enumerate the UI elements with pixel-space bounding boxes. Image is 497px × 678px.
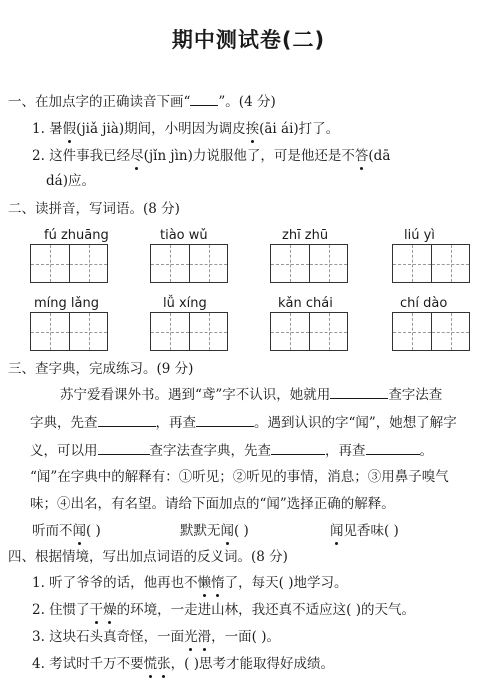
answer-paren[interactable]: ( ): [86, 523, 101, 539]
dotted-char: 答: [354, 148, 369, 164]
dotted-char: 光: [184, 629, 198, 645]
pinyin-label: kǎn chái: [278, 296, 333, 311]
writing-grid[interactable]: [270, 312, 348, 351]
dotted-char: 挨: [245, 121, 260, 137]
answer-blank[interactable]: [196, 413, 254, 427]
dotted-char: 惰: [211, 575, 225, 591]
q1-heading: 一、在加点字的正确读音下画“ ”。(4 分): [8, 94, 276, 110]
dotted-char: 尽: [130, 148, 144, 164]
dotted-char: 假: [62, 121, 77, 137]
pinyin-label: lǚ xíng: [163, 296, 207, 311]
dotted-char: 慌: [143, 656, 158, 672]
answer-blank[interactable]: [271, 441, 325, 455]
writing-grid[interactable]: [270, 244, 348, 283]
answer-paren[interactable]: 见香味( ): [343, 523, 399, 539]
dotted-char: 闻: [72, 523, 86, 539]
pinyin-label: míng lǎng: [34, 296, 99, 311]
q2-heading: 二、读拼音，写词语。(8 分): [8, 201, 180, 217]
dotted-char: 燥: [103, 602, 117, 618]
q4-item-1: 1. 听了爷爷的话，他再也不懒惰了，每天( )地学习。: [32, 575, 348, 591]
writing-grid[interactable]: [30, 312, 108, 351]
pinyin-label: zhī zhū: [282, 228, 329, 243]
q3-option-3: [330, 522, 399, 540]
q3-paragraph-line: 苏宁爱看课外书。遇到“鸢”字不认识，她就用 查字法查: [60, 387, 443, 403]
writing-grid[interactable]: [150, 244, 228, 283]
dotted-char: 张: [157, 656, 171, 672]
pinyin-label: fú zhuāng: [44, 228, 109, 243]
answer-blank[interactable]: [366, 441, 420, 455]
q3-option-1: 听而不闻( ): [32, 523, 101, 539]
answer-blank[interactable]: [98, 441, 150, 455]
dotted-char: 闻: [330, 523, 344, 539]
q1-item-1: 1. 暑假(jiǎ jià)期间，小明因为调皮挨(āi ái)打了。: [32, 121, 340, 137]
pinyin-label: tiào wǔ: [160, 228, 208, 243]
pinyin-label: liú yì: [404, 228, 435, 243]
answer-blank[interactable]: [330, 385, 388, 399]
dotted-char: 懒: [197, 575, 212, 591]
q4-item-4: 4. 考试时千万不要慌张，( )思考才能取得好成绩。: [32, 656, 334, 672]
dotted-char: 滑: [197, 629, 212, 645]
q3-paragraph-line: 字典，先查 ，再查 。遇到认识的字“闻”，她想了解字: [30, 415, 457, 431]
pinyin-label: chí dào: [400, 296, 448, 311]
answer-paren[interactable]: ( ): [234, 523, 249, 539]
q4-item-2: 2. 住惯了干燥的环境，一走进山林，我还真不适应这( )的天气。: [32, 602, 415, 618]
writing-grid[interactable]: [392, 312, 470, 351]
underline-blank[interactable]: [190, 92, 218, 106]
q4-heading: 四、根据情境，写出加点词语的反义词。(8 分): [8, 549, 288, 565]
answer-blank[interactable]: [98, 413, 156, 427]
q3-heading: 三、查字典，完成练习。(9 分): [8, 361, 194, 377]
writing-grid[interactable]: [392, 244, 470, 283]
writing-grid[interactable]: [30, 244, 108, 283]
dotted-char: 干: [89, 602, 104, 618]
q3-option-2: 默默无闻( ): [180, 523, 249, 539]
writing-grid[interactable]: [150, 312, 228, 351]
q3-paragraph-line: 味；④出名，有名望。请给下面加点的“闻”选择正确的解释。: [30, 496, 395, 512]
page-title: 期中测试卷(二): [171, 28, 326, 52]
q4-item-3: 3. 这块石头真奇怪，一面光滑，一面( )。: [32, 629, 280, 645]
q1-item-2-cont: dá)应。: [46, 173, 95, 189]
q3-paragraph-line: 义，可以用 查字法查字典，先查 ，再查 。: [30, 443, 433, 459]
q1-item-2: 2. 这件事我已经尽(jǐn jìn)力说服他了，可是他还是不答(dā: [32, 148, 391, 164]
dotted-char: 闻: [220, 523, 234, 539]
q3-paragraph-line: “闻”在字典中的解释有：①听见；②听见的事情，消息；③用鼻子嗅气: [30, 469, 449, 485]
